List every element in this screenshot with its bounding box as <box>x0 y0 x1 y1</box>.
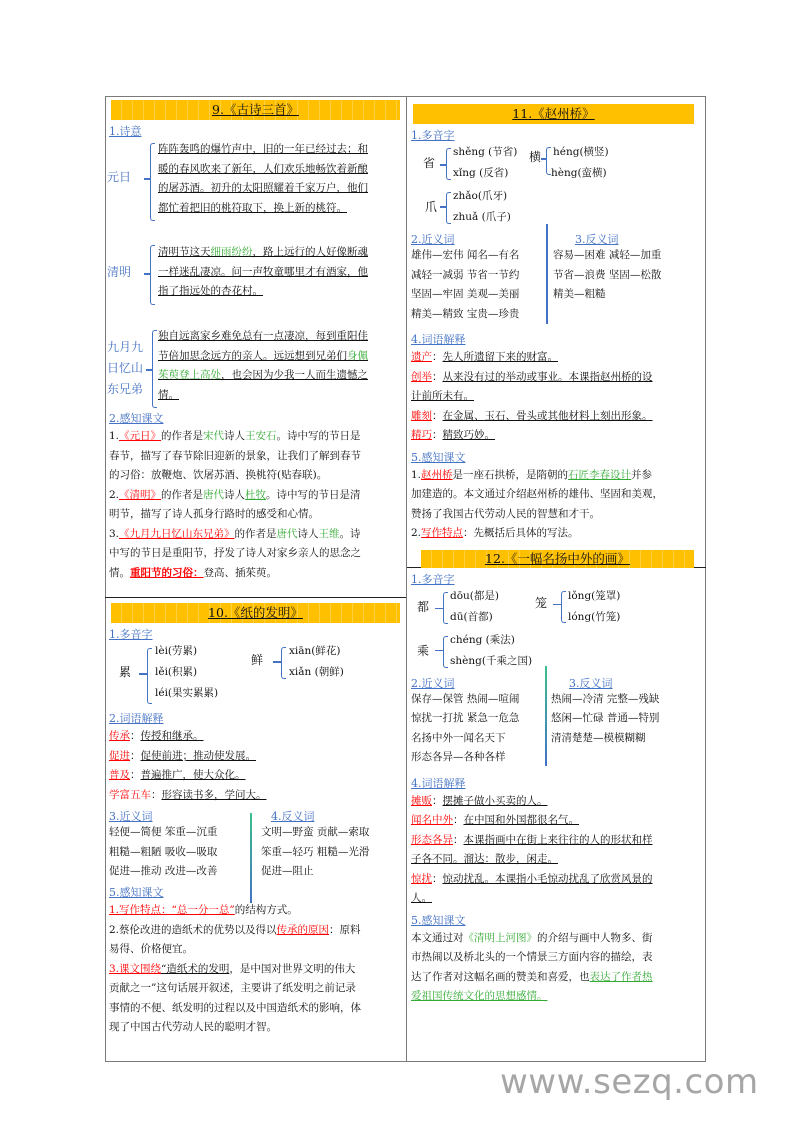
poem-qingming <box>105 243 406 307</box>
text-line: 贡献之一”这句话展开叙述，主要讲了纸发明之前记录 <box>109 982 356 994</box>
poem-label: 九月九 日忆山 东兄弟 <box>107 340 144 396</box>
reading: dōu(都是) <box>450 589 499 602</box>
bracket <box>561 591 566 623</box>
text-line: 1.赵州桥是一座石拱桥，是隋朝的石匠李春设计并参 <box>411 468 653 481</box>
synonym-list: 轻便—简便 笨重—沉重 粗糙—粗陋 吸收—吸取 促进—推动 改进—改善 <box>109 826 218 877</box>
text-line: 节倍加思念远方的亲人。远远想到兄弟们身佩 <box>158 349 368 362</box>
antonym-list: 容易—困难 减轻—加重 节省—浪费 坚固—松散 精美—粗糙 <box>553 249 662 300</box>
text-line: 3.课文围绕“造纸术的发明，是中国对世界文明的伟大 <box>109 962 356 975</box>
text-line: 2.写作特点：先概括后具体的写法。 <box>411 527 579 539</box>
poem-translation <box>158 243 368 302</box>
reading: lóng(竹笼) <box>568 610 621 623</box>
term-definition: 精巧：精致巧妙。 <box>411 429 495 441</box>
bracket <box>446 192 451 224</box>
bracket-stem <box>273 661 281 663</box>
text-line: 清明节这天细雨纷纷，路上远行的人好像断魂 <box>158 246 368 258</box>
bracket <box>446 148 451 180</box>
section-heading-polyphones: 1.多音字 <box>411 129 455 142</box>
polyphone-char: 鲜 <box>251 653 264 667</box>
section-heading-poem-meaning: 1.诗意 <box>109 125 142 138</box>
text-line: 1.《元日》的作者是宋代诗人王安石。诗中写的节日是 <box>109 430 361 442</box>
section-heading-perceive-text: 5.感知课文 <box>411 450 466 464</box>
text-line: 子各不同。溜达：散步，闲走。 <box>411 853 558 865</box>
polyphone-group <box>105 643 406 707</box>
text-line: 独自远离家乡难免总有一点凄凉，每到重阳佳 <box>158 330 368 342</box>
term-definition: 惊扰：惊动扰乱。本课指小毛惊动扰乱了欣赏风景的 <box>411 872 653 885</box>
synonym-antonym-block <box>105 805 406 883</box>
poem-translation <box>158 327 368 405</box>
text-line: 中写的节日是重阳节，抒发了诗人对家乡亲人的思念之 <box>109 547 361 559</box>
polyphone-char: 都 <box>417 599 430 614</box>
reading: héng(横竖) <box>553 146 609 158</box>
text-line: 现了中国古代劳动人民的聪明才智。 <box>109 1021 277 1033</box>
section-heading-vocab: 2.词语解释 <box>109 712 164 725</box>
antonym-list: 热闹—冷清 完整—残缺 悠闲—忙碌 普通—特别 清清楚楚—模模糊糊 <box>551 692 660 744</box>
reading: zhǎo(爪牙) <box>453 190 508 202</box>
text-line: 计前所未有。 <box>411 390 474 402</box>
polyphone-char: 累 <box>119 665 132 679</box>
lesson-9-title-bar <box>111 100 400 120</box>
term-definition: 促进：促使前进；推动使发展。 <box>109 749 256 762</box>
poem-label: 清明 <box>107 265 132 279</box>
bracket <box>150 143 155 221</box>
reading: léi(果实累累) <box>155 687 219 699</box>
term-definition: 遗产：先人所遗留下来的财富。 <box>411 351 558 363</box>
reading: lǒng(笼罩) <box>568 589 621 602</box>
section-heading-synonyms: 2.近义词 <box>411 233 455 246</box>
synonym-list: 保存—保管 热闹—喧闹 惊扰一打扰 紧急一危急 名扬中外一闻名天下 形态各异—各种各样 <box>411 692 520 763</box>
lesson-10-section <box>105 597 406 1038</box>
text-line: 市热闹以及桥北头的一个情景三方面内容的描绘，表 <box>411 951 653 963</box>
right-column <box>407 96 706 1007</box>
text-line: 春节，描写了春节除旧迎新的景象，让我们了解到春节 <box>109 449 361 462</box>
section-heading-perceive-text: 2.感知课文 <box>109 412 164 425</box>
watermark: www.sezq.com <box>500 1062 759 1102</box>
section-heading-perceive-text: 5.感知课文 <box>411 913 466 927</box>
section-heading-antonyms: 3.反义词 <box>569 676 613 690</box>
text-line: 2.蔡伦改进的造纸术的优势以及得以传承的原因：原料 <box>109 923 361 936</box>
text-line: 一样迷乱凄凉。问一声牧童哪里才有酒家，他 <box>158 265 368 278</box>
reading: zhuǎ (爪子) <box>453 211 511 223</box>
poem-jiuyue <box>105 327 406 409</box>
reading: xiǎn (朝鲜) <box>289 666 344 678</box>
text-line: 情。重阳节的习俗：登高、插茱萸。 <box>109 566 277 579</box>
lesson-10-title-bar <box>111 603 400 623</box>
bracket <box>147 648 152 704</box>
text-line: 2.《清明》的作者是唐代诗人杜牧。诗中写的节日是清 <box>109 488 361 501</box>
text-line: 事情的不便、纸发明的过程以及中国造纸术的影响，体 <box>109 1001 361 1014</box>
text-line: 人。 <box>411 892 432 904</box>
synonym-list: 雄伟—宏伟 闻名—有名 减轻一减弱 节省一节约 坚固—牢固 美观—美丽 精美—精致 宝贵—珍贵 <box>411 249 520 320</box>
polyphone-group <box>407 144 706 228</box>
lesson-9-section <box>105 96 406 583</box>
section-heading-vocab: 4.词语解释 <box>411 776 466 790</box>
poem-translation <box>158 140 368 218</box>
section-heading-synonyms: 2.近义词 <box>411 676 455 690</box>
text-line: 3.《九月九日忆山东兄弟》的作者是唐代诗人王维。诗 <box>109 527 361 540</box>
section-heading-vocab: 4.词语解释 <box>411 333 466 346</box>
polyphone-char: 横 <box>529 150 542 164</box>
reading: lěi(积累) <box>155 666 198 678</box>
text-line: 暖的春风吹来了新年，人们欢乐地畅饮着新酿 <box>158 162 368 175</box>
column-divider-line <box>250 813 252 903</box>
column-divider-line <box>546 224 548 324</box>
section-heading-polyphones: 1.多音字 <box>411 572 455 586</box>
lesson-9-title: 9.《古诗三首》 <box>212 102 299 117</box>
polyphone-group <box>407 588 706 672</box>
bracket-stem <box>139 673 147 675</box>
poem-yuanri <box>105 140 406 222</box>
reading: chéng (乘法) <box>450 633 515 646</box>
bracket-stem <box>553 604 561 606</box>
antonym-list: 文明—野蛮 贡献—索取 笨重—轻巧 粗糙—光滑 促进—阻止 <box>261 826 370 877</box>
lesson-11-title: 11.《赵州桥》 <box>512 106 595 121</box>
term-definition: 雕刻：在金属、玉石、骨头或其他材料上刻出形象。 <box>411 409 653 422</box>
polyphone-char: 省 <box>423 156 436 170</box>
bracket <box>281 647 286 679</box>
section-heading-synonyms: 3.近义词 <box>109 810 153 823</box>
polyphone-char: 笼 <box>535 595 548 610</box>
text-line: 赞扬了我国古代劳动人民的智慧和才干。 <box>411 507 600 520</box>
text-line: 都忙着把旧的桃符取下，换上新的桃符。 <box>158 201 347 214</box>
bracket-stem <box>435 650 443 652</box>
reading: dū(首都) <box>450 610 493 623</box>
term-definition: 传承：传授和继承。 <box>109 730 204 742</box>
term-definition: 创举：从来没有过的举动或事业。本课指赵州桥的设 <box>411 370 653 383</box>
text-line: 明节，描写了诗人孤身行路时的感受和心情。 <box>109 508 319 520</box>
lesson-12-title: 12.《一幅名扬中外的画》 <box>485 550 630 566</box>
bracket-stem <box>435 608 443 610</box>
lesson-10-title: 10.《纸的发明》 <box>208 605 303 620</box>
reading: xiān(鲜花) <box>289 645 341 657</box>
term-definition: 闻名中外：在中国和外国都很名气。 <box>411 814 579 826</box>
text-line: 易得、价格便宜。 <box>109 943 193 955</box>
polyphone-char: 爪 <box>425 200 438 214</box>
lesson-11-title-bar <box>413 104 694 124</box>
text-line: 1.写作特点：“总一分一总”的结构方式。 <box>109 904 298 916</box>
text-line: 情。 <box>158 388 179 401</box>
synonym-antonym-block <box>407 672 706 772</box>
bracket <box>152 330 157 408</box>
section-heading-polyphones: 1.多音字 <box>109 628 153 641</box>
reading: shèng(千乘之国) <box>450 654 533 667</box>
text-line: 本文通过对《清明上河图》的介绍与画中人物多、街 <box>411 931 653 944</box>
text-line: 达了作者对这幅名画的赞美和喜爱，也表达了作者热 <box>411 970 653 983</box>
reading: shěng (节省) <box>453 146 518 158</box>
section-heading-antonyms: 3.反义词 <box>575 233 619 246</box>
poem-label: 元日 <box>107 170 132 184</box>
section-heading-perceive-text: 5.感知课文 <box>109 886 164 899</box>
bracket <box>443 592 448 624</box>
term-definition: 形态各异：本课指画中在街上来往往的人的形状和样 <box>411 833 653 846</box>
text-line: 爱祖国传统文化的思想感情。 <box>411 990 548 1002</box>
reading: hèng(蛮横) <box>551 167 607 179</box>
synonym-antonym-block <box>407 228 706 328</box>
reading: xǐng (反省) <box>453 167 509 179</box>
polyphone-char: 乘 <box>417 643 430 658</box>
reading: lèi(劳累) <box>155 645 198 657</box>
text-line: 指了指远处的杏花村。 <box>158 285 263 297</box>
term-definition: 摊贩：摆摊子做小买卖的人。 <box>411 794 548 807</box>
term-definition: 普及：普遍推广，使大众化。 <box>109 769 246 781</box>
term-definition: 学富五车：形容读书多，学问大。 <box>109 788 267 801</box>
bracket <box>443 636 448 668</box>
section-heading-antonyms: 4.反义词 <box>271 810 315 823</box>
lesson-12-title-bar <box>421 550 694 568</box>
text-line: 加建造的。本文通过介绍赵州桥的雄伟、坚固和美观， <box>411 488 663 500</box>
text-line: 阵阵轰鸣的爆竹声中，旧的一年已经过去；和 <box>158 143 368 155</box>
text-line: 的屠苏酒。初升的太阳照耀着千家万户，他们 <box>158 182 368 194</box>
text-line: 茱萸登上高处，也会因为少我一人而生遗憾之 <box>158 369 368 381</box>
bracket <box>150 245 155 305</box>
text-line: 的习俗：放鞭炮、饮屠苏酒、换桃符(贴春联)。 <box>109 469 328 481</box>
